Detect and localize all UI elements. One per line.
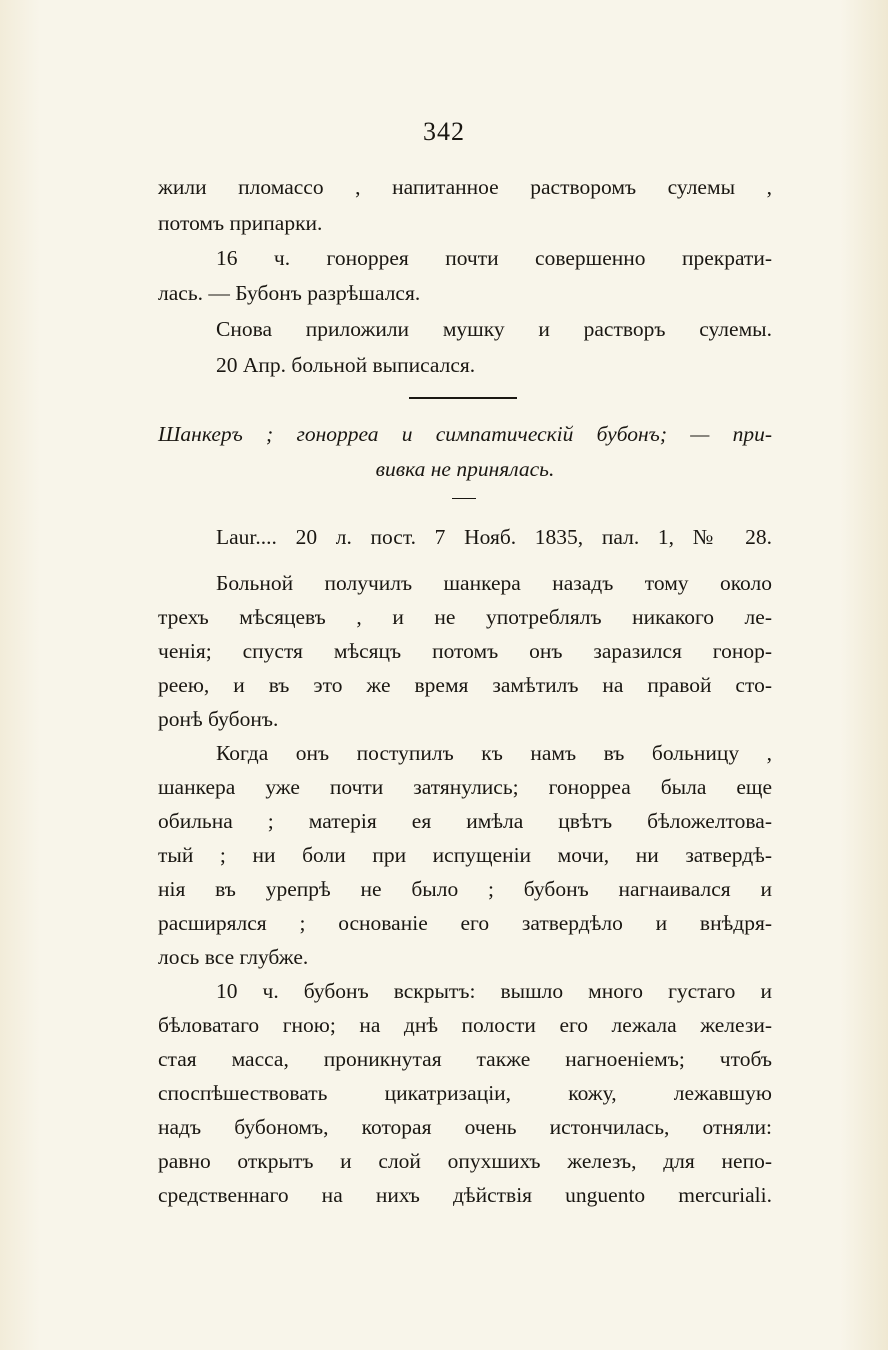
text-line: лась. — Бубонъ разрѣшался. — [158, 281, 421, 305]
text-line: ченія; спустя мѣсяцъ потомъ онъ заразился гонор- — [158, 639, 772, 663]
patient-line: Laur.... 20 л. пост. 7 Нояб. 1835, пал. 1, № 28. — [216, 525, 772, 549]
text-line: реею, и въ это же время замѣтилъ на правой сто- — [158, 673, 772, 697]
section-divider — [409, 397, 517, 399]
case-title-line: вивка не принялась. — [375, 457, 555, 481]
text-line: 16 ч. гоноррея почти совершенно прекрати- — [216, 246, 772, 270]
text-line: надъ бубономъ, которая очень истончилась, отняли: — [158, 1115, 772, 1139]
text-line: жили пломассо , напитанное растворомъ сулемы , — [158, 175, 772, 199]
text-line: средственнаго на нихъ дѣйствія unguento mercuriali. — [158, 1183, 772, 1207]
text-line: стая масса, проникнутая также нагноеніемъ; чтобъ — [158, 1047, 772, 1071]
page-number: 342 — [423, 117, 465, 146]
text-line: трехъ мѣсяцевъ , и не употреблялъ никакого ле- — [158, 605, 772, 629]
text-line: Больной получилъ шанкера назадъ тому около — [216, 571, 772, 595]
text-line: равно открытъ и слой опухшихъ железъ, для непо- — [158, 1149, 772, 1173]
text-line: обильна ; матерія ея имѣла цвѣтъ бѣложелтова- — [158, 809, 772, 833]
text-line: потомъ припарки. — [158, 211, 323, 235]
text-line: тый ; ни боли при испущеніи мочи, ни затвердѣ- — [158, 843, 772, 867]
text-line: споспѣшествовать цикатризаціи, кожу, лежавшую — [158, 1081, 772, 1105]
text-line: Снова приложили мушку и растворъ сулемы. — [216, 317, 772, 341]
title-divider — [452, 498, 476, 499]
text-line: нія въ урепрѣ не было ; бубонъ нагнаивался и — [158, 877, 772, 901]
text-line: бѣловатаго гною; на днѣ полости его лежала желези- — [158, 1013, 772, 1037]
text-line: Когда онъ поступилъ къ намъ въ больницу , — [216, 741, 772, 765]
text-line: шанкера уже почти затянулись; гонорреа была еще — [158, 775, 772, 799]
text-line: ронѣ бубонъ. — [158, 707, 279, 731]
case-title-line: Шанкеръ ; гонорреа и симпатическій бубонъ; — при- — [158, 422, 772, 446]
text-line: 10 ч. бубонъ вскрытъ: вышло много густаго и — [216, 979, 772, 1003]
text-line: расширялся ; основаніе его затвердѣло и внѣдря- — [158, 911, 772, 935]
text-line: лось все глубже. — [158, 945, 309, 969]
text-line: 20 Апр. больной выписался. — [216, 353, 476, 377]
